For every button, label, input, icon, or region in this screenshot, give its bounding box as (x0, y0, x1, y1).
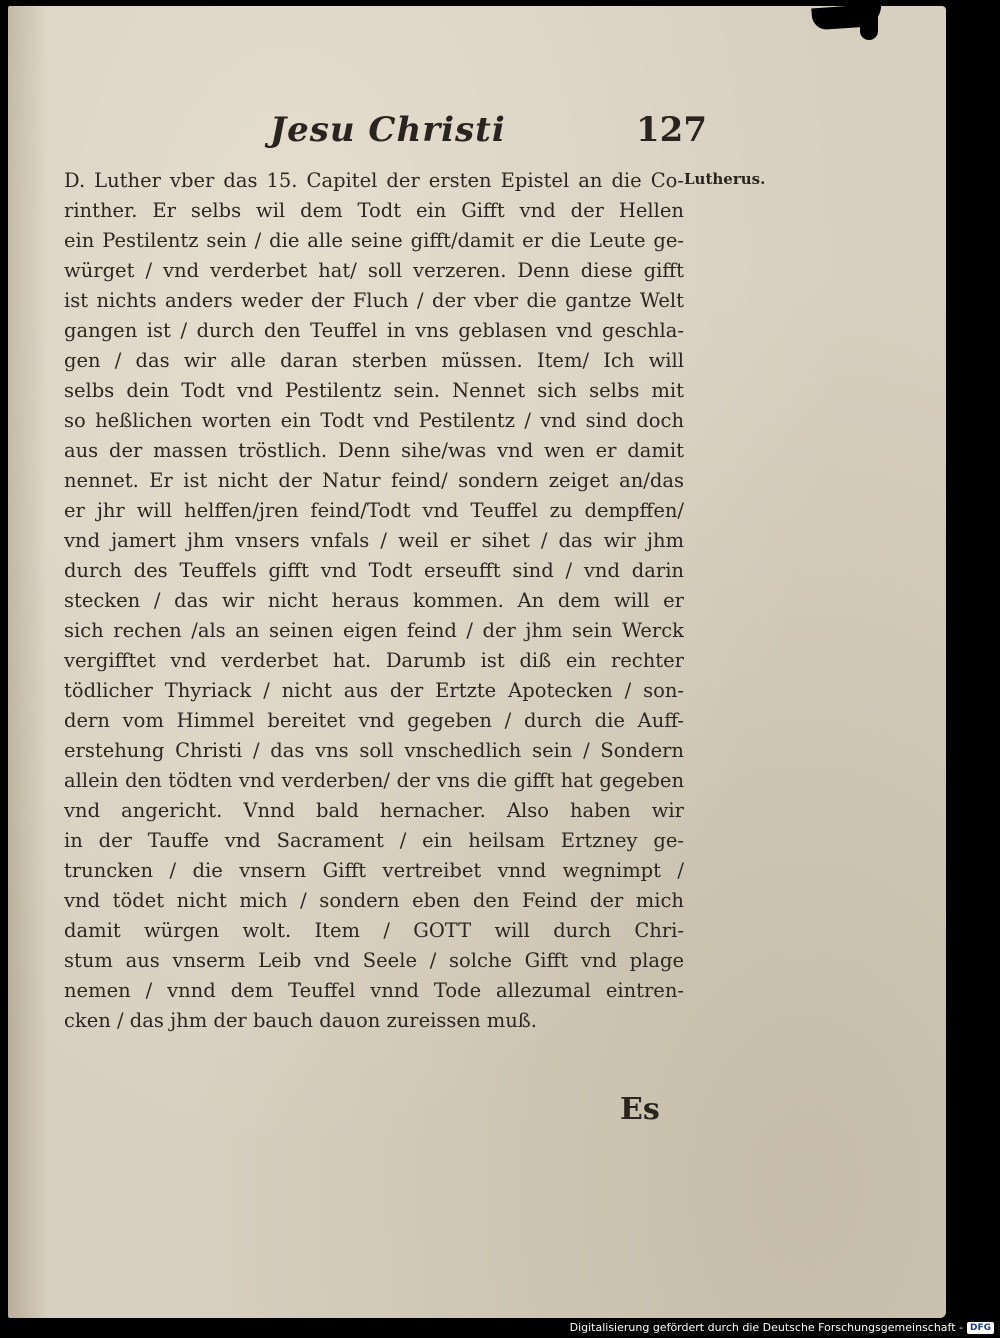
text-line: vnd jamert jhm vnsers vnfals / weil er sihet / das wir jhm (64, 529, 684, 552)
catchword: Es (620, 1092, 660, 1127)
page-number: 127 (636, 110, 707, 150)
torn-corner-notch (860, 6, 878, 40)
dfg-logo: DFG (967, 1322, 994, 1334)
text-line: allein den tödten vnd verderben/ der vns die gifft hat gegeben (64, 769, 684, 792)
text-line: ist nichts anders weder der Fluch / der vber die gantze Welt (64, 289, 684, 312)
text-line: truncken / die vnsern Gifft vertreibet vnnd wegnimpt / (64, 859, 684, 882)
text-line: nemen / vnnd dem Teuffel vnnd Tode allezumal eintren- (64, 979, 684, 1002)
text-line: ein Pestilentz sein / die alle seine gifft/damit er die Leute ge- (64, 229, 684, 252)
text-line: durch des Teuffels gifft vnd Todt erseufft sind / vnd darin (64, 559, 684, 582)
text-line: er jhr will helffen/jren feind/Todt vnd Teuffel zu dempffen/ (64, 499, 684, 522)
margin-note: Lutherus. (684, 170, 766, 188)
text-line: vnd angericht. Vnnd bald hernacher. Also haben wir (64, 799, 684, 822)
text-line: nennet. Er ist nicht der Natur feind/ sondern zeiget an/das (64, 469, 684, 492)
text-line: vnd tödet nicht mich / sondern eben den Feind der mich (64, 889, 684, 912)
text-line: in der Tauffe vnd Sacrament / ein heilsam Ertzney ge- (64, 829, 684, 852)
text-line: sich rechen /als an seinen eigen feind / der jhm sein Werck (64, 619, 684, 642)
text-line: rinther. Er selbs wil dem Todt ein Gifft vnd der Hellen (64, 199, 684, 222)
text-line: cken / das jhm der bauch dauon zureissen muß. (64, 1009, 537, 1032)
text-line: gen / das wir alle daran sterben müssen. Item/ Ich will (64, 349, 684, 372)
body-text (64, 166, 684, 1036)
text-line: würget / vnd verderbet hat/ soll verzeren. Denn diese gifft (64, 259, 684, 282)
text-line: gangen ist / durch den Teuffel in vns geblasen vnd geschla- (64, 319, 684, 342)
book-page (8, 6, 946, 1318)
digitization-footer (570, 1321, 994, 1334)
text-line: damit würgen wolt. Item / GOTT will durch Chri- (64, 919, 684, 942)
text-line: tödlicher Thyriack / nicht aus der Ertzte Apotecken / son- (64, 679, 684, 702)
text-line: so heßlichen worten ein Todt vnd Pestilentz / vnd sind doch (64, 409, 684, 432)
text-line: stum aus vnserm Leib vnd Seele / solche Gifft vnd plage (64, 949, 684, 972)
text-line: dern vom Himmel bereitet vnd gegeben / durch die Auff- (64, 709, 684, 732)
running-head-title: Jesu Christi (270, 110, 506, 150)
text-line: stecken / das wir nicht heraus kommen. An dem will er (64, 589, 684, 612)
text-line: selbs dein Todt vnd Pestilentz sein. Nennet sich selbs mit (64, 379, 684, 402)
footer-credit: Digitalisierung gefördert durch die Deutsche Forschungsgemeinschaft - (569, 1321, 963, 1334)
text-line: erstehung Christi / das vns soll vnschedlich sein / Sondern (64, 739, 684, 762)
text-line: vergifftet vnd verderbet hat. Darumb ist diß ein rechter (64, 649, 684, 672)
text-line: D. Luther vber das 15. Capitel der ersten Epistel an die Co- (64, 169, 684, 192)
text-line: aus der massen tröstlich. Denn sihe/was vnd wen er damit (64, 439, 684, 462)
